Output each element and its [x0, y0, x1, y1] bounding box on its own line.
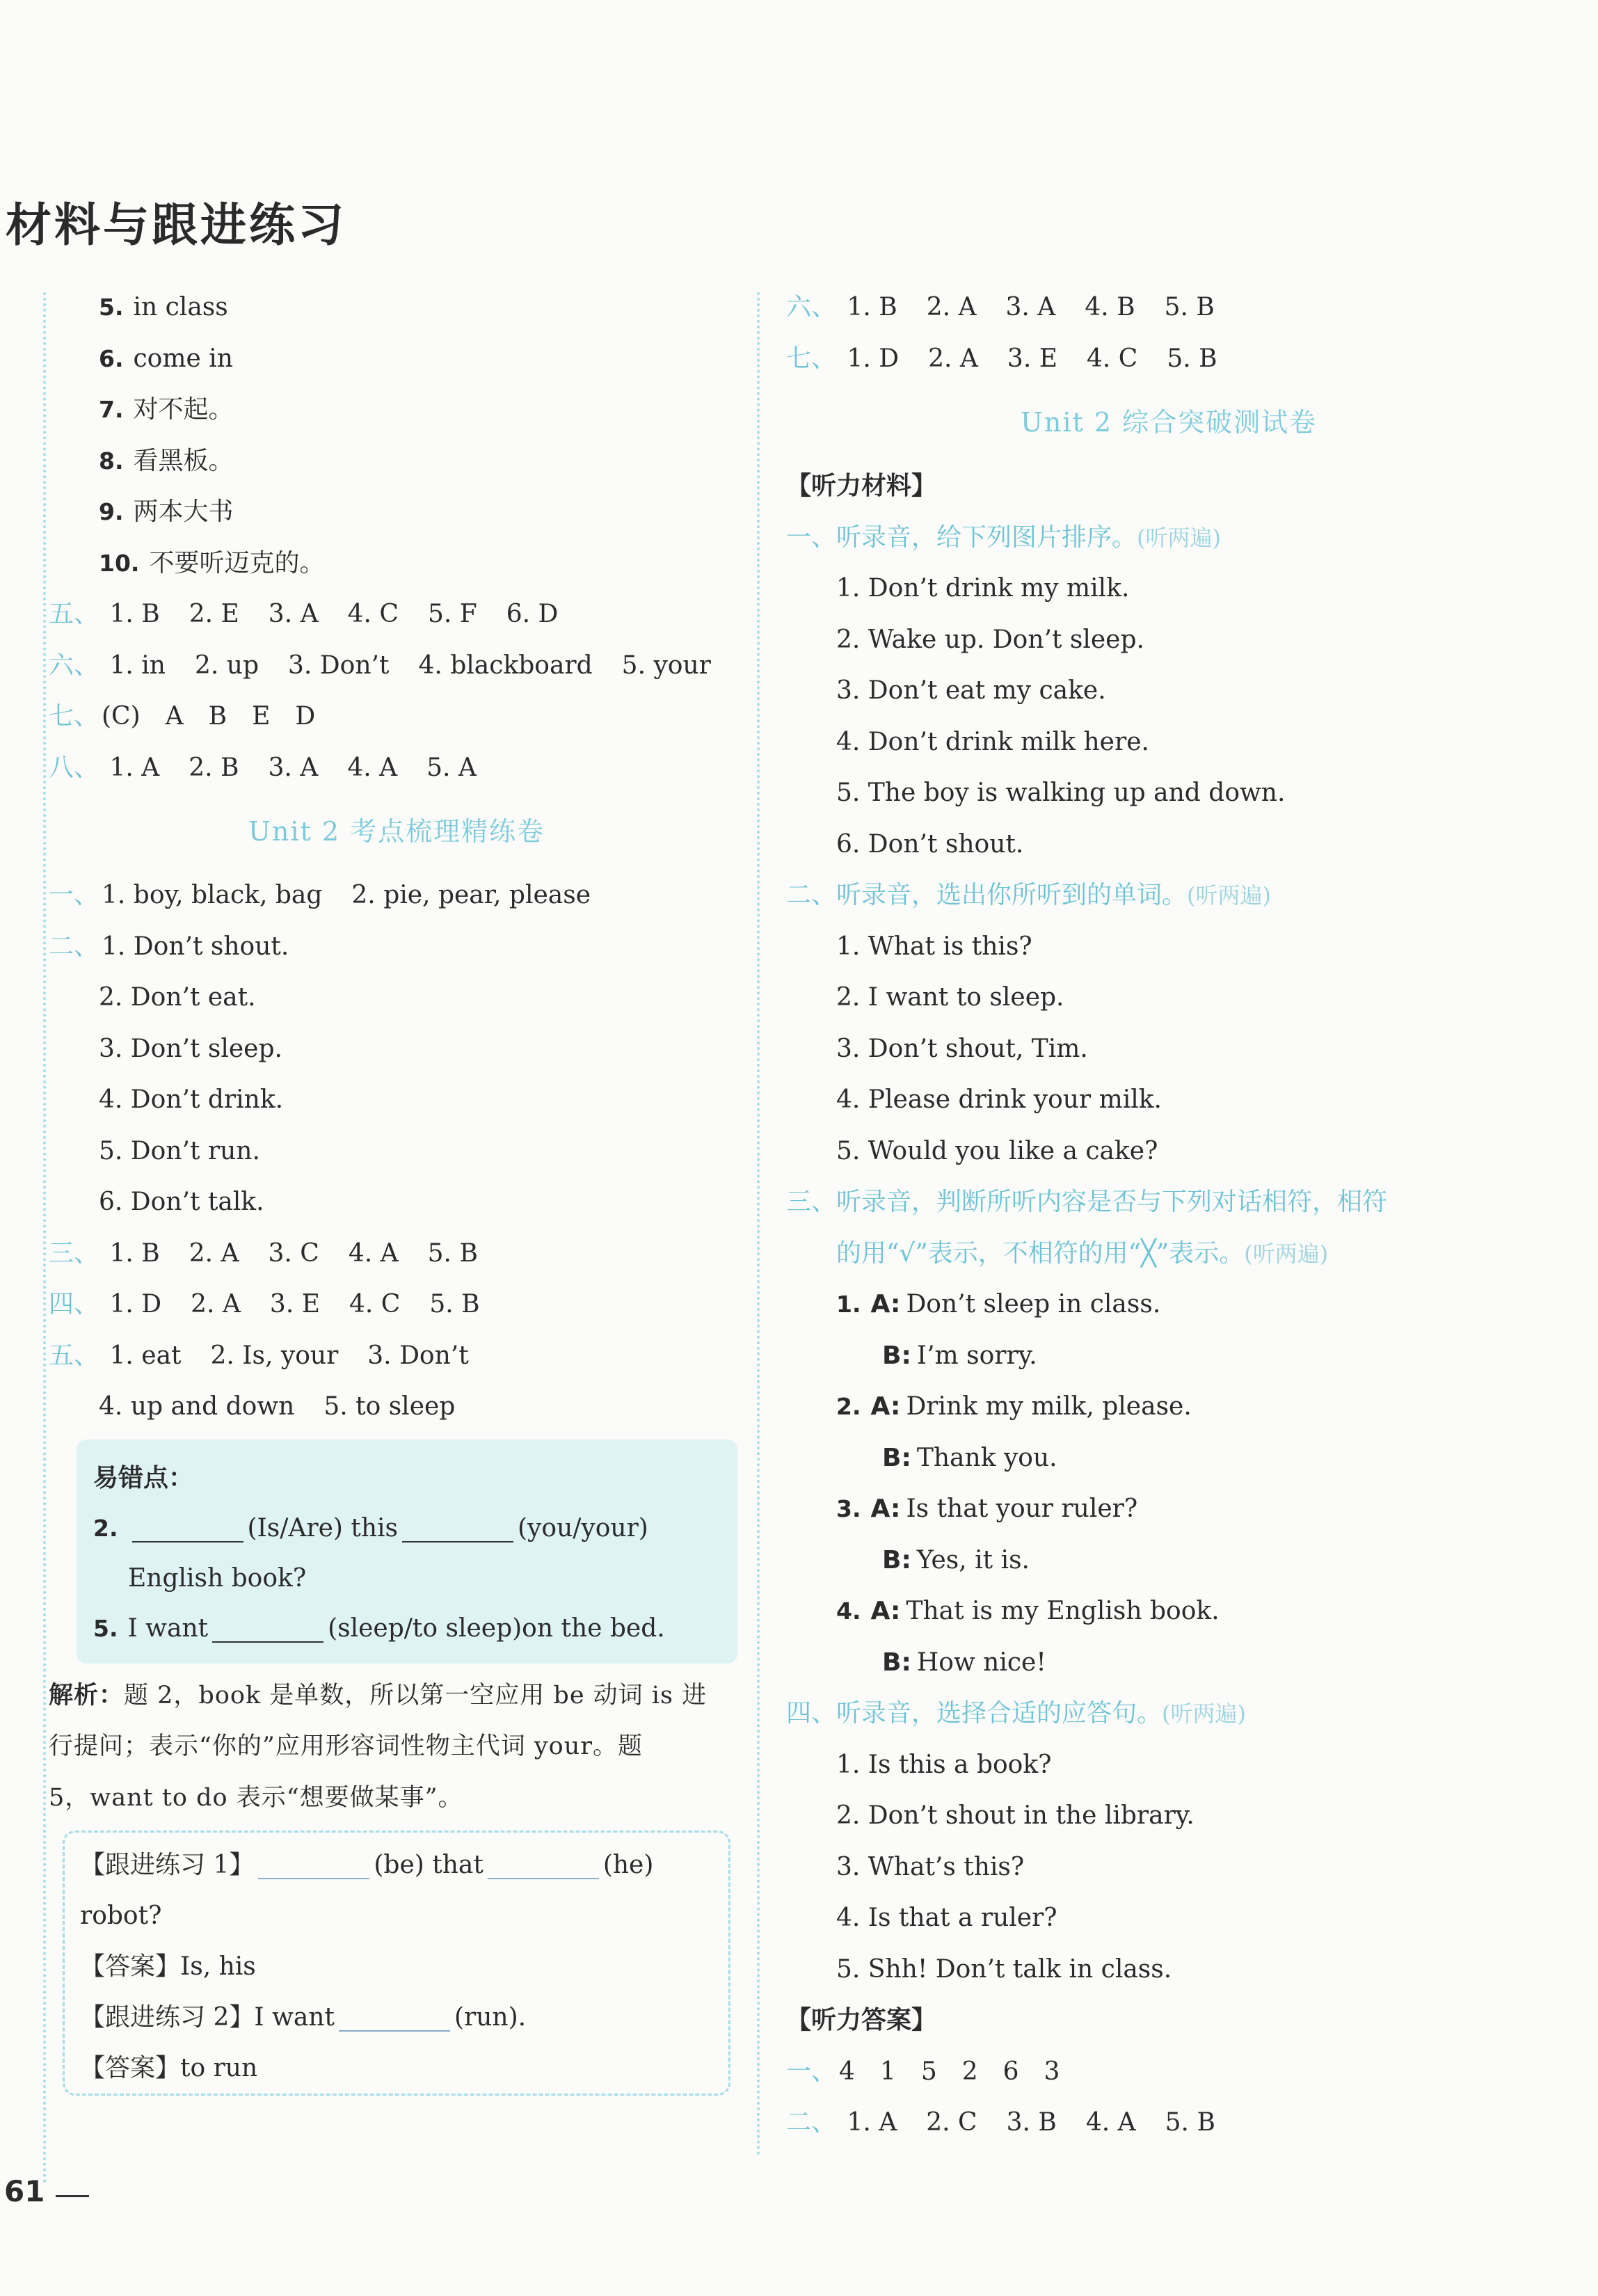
dialog-line: 4. A: That is my English book. — [836, 1597, 1220, 1625]
left-column-divider — [43, 292, 46, 2185]
script-line: 4. Please drink your milk. — [836, 1085, 1162, 1114]
answer-line: 4. Don’t drink. — [99, 1085, 284, 1114]
unit-section-1: 一、 1. boy, black, bag 2. pie, pear, please — [49, 881, 591, 909]
script-line: 5. Would you like a cake? — [836, 1136, 1158, 1165]
section-5-answers: 五、 1. B 2. E 3. A 4. C 5. F 6. D — [49, 600, 559, 628]
right-column — [786, 282, 1551, 2148]
listening-question-3-cont: 的用“√”表示，不相符的用“╳”表示。(听两遍) — [836, 1238, 1329, 1268]
script-line: 6. Don’t shout. — [836, 829, 1024, 859]
error-box-title: 易错点： — [93, 1463, 194, 1492]
unit-section-3: 三、 1. B 2. A 3. C 4. A 5. B — [49, 1238, 478, 1268]
script-line: 1. Is this a book? — [836, 1750, 1052, 1779]
section-6-answers: 六、 1. in 2. up 3. Don’t 4. blackboard 5. your — [49, 651, 711, 680]
analysis-line: 5，want to do 表示“想要做某事”。 — [49, 1783, 463, 1812]
error-prone-box — [77, 1440, 737, 1664]
listening-answer-2: 二、 1. A 2. C 3. B 4. A 5. B — [786, 2108, 1215, 2137]
answer-line: 6. come in — [99, 344, 233, 373]
listening-question-3: 三、听录音，判断所听内容是否与下列对话相符，相符 — [786, 1188, 1388, 1216]
follow-up-1-cont: robot? — [80, 1902, 162, 1930]
blank-line — [488, 1854, 599, 1879]
page-header-title: 材料与跟进练习 — [6, 198, 346, 252]
answer-line: 6. Don’t talk. — [99, 1188, 264, 1216]
unit-section-5: 五、 1. eat 2. Is, your 3. Don’t — [49, 1341, 469, 1370]
answer-line: 2. Don’t eat. — [99, 983, 256, 1012]
script-line: 5. Shh! Don’t talk in class. — [836, 1954, 1172, 1984]
script-line: 3. Don’t shout, Tim. — [836, 1034, 1088, 1063]
script-line: 2. Wake up. Don’t sleep. — [836, 625, 1144, 654]
unit-section-2: 二、 1. Don’t shout. — [49, 932, 289, 961]
section-6-answers: 六、 1. B 2. A 3. A 4. B 5. B — [786, 293, 1215, 321]
script-line: 4. Is that a ruler? — [836, 1904, 1057, 1932]
section-7-answers: 七、 (C) A B E D — [49, 702, 316, 731]
script-line: 4. Don’t drink milk here. — [836, 727, 1149, 756]
answer-line: 5. Don’t run. — [99, 1136, 260, 1165]
error-item: 5. I want (sleep/to sleep)on the bed. — [93, 1613, 665, 1643]
script-line: 2. Don’t shout in the library. — [836, 1801, 1194, 1830]
answer-line: 9. 两本大书 — [99, 497, 234, 526]
section-7-answers: 七、 1. D 2. A 3. E 4. C 5. B — [786, 344, 1217, 373]
script-line: 1. Don’t drink my milk. — [836, 574, 1130, 603]
follow-up-1: 【跟进练习 1】 (be) that (he) — [80, 1851, 654, 1879]
answer-line: 5. in class — [99, 293, 228, 321]
dialog-line: B: Yes, it is. — [882, 1545, 1030, 1574]
unit-title: Unit 2 考点梳理精练卷 — [248, 816, 545, 847]
blank-line — [402, 1517, 513, 1542]
blank-line — [132, 1517, 243, 1542]
listening-answer-1: 一、 4 1 5 2 6 3 — [786, 2057, 1060, 2086]
listening-question-4: 四、听录音，选择合适的应答句。(听两遍) — [786, 1699, 1246, 1728]
blank-line — [212, 1618, 323, 1643]
listening-question-2: 二、听录音，选出你所听到的单词。(听两遍) — [786, 881, 1271, 909]
dialog-line: 1. A: Don’t sleep in class. — [836, 1290, 1161, 1318]
analysis — [49, 1671, 744, 1824]
answer-line: 8. 看黑板。 — [99, 446, 234, 475]
error-item: 2. (Is/Are) this (you/your) — [93, 1513, 648, 1542]
dialog-line: 3. A: Is that your ruler? — [836, 1494, 1138, 1523]
blank-line — [339, 2007, 450, 2032]
listening-answer-title: 【听力答案】 — [786, 2005, 937, 2034]
script-line: 1. What is this? — [836, 932, 1032, 961]
answer-line: 7. 对不起。 — [99, 395, 234, 424]
left-column — [49, 282, 744, 2096]
script-line: 2. I want to sleep. — [836, 983, 1064, 1012]
blank-line — [258, 1854, 369, 1879]
page-number-dash — [56, 2195, 89, 2197]
follow-up-practice-box — [63, 1831, 730, 2096]
dialog-line: 2. A: Drink my milk, please. — [836, 1392, 1192, 1421]
listening-material-title: 【听力材料】 — [786, 471, 937, 500]
page-number: 61 — [4, 2174, 45, 2208]
dialog-line: B: How nice! — [882, 1648, 1046, 1677]
section-8-answers: 八、 1. A 2. B 3. A 4. A 5. A — [49, 753, 477, 782]
answer-line: 3. Don’t sleep. — [99, 1034, 282, 1063]
analysis-line: 行提问；表示“你的”应用形容词性物主代词 your。题 — [49, 1732, 644, 1760]
unit-title: Unit 2 综合突破测试卷 — [1020, 407, 1318, 438]
follow-up-2: 【跟进练习 2】I want (run). — [80, 2003, 527, 2032]
unit-section-4: 四、 1. D 2. A 3. E 4. C 5. B — [49, 1290, 480, 1318]
listening-question-1: 一、听录音，给下列图片排序。(听两遍) — [786, 523, 1221, 552]
script-line: 3. Don’t eat my cake. — [836, 676, 1106, 705]
dialog-line: B: I’m sorry. — [882, 1341, 1037, 1370]
error-item-cont: English book? — [128, 1563, 307, 1593]
answer-line: 4. up and down 5. to sleep — [99, 1392, 456, 1421]
follow-up-1-answer: 【答案】Is, his — [80, 1952, 256, 1981]
answer-line: 10. 不要听迈克的。 — [99, 548, 325, 577]
follow-up-2-answer: 【答案】to run — [80, 2054, 258, 2082]
dialog-line: B: Thank you. — [882, 1443, 1057, 1472]
script-line: 3. What’s this? — [836, 1852, 1025, 1881]
right-column-divider — [757, 292, 760, 2157]
script-line: 5. The boy is walking up and down. — [836, 779, 1286, 807]
analysis-line: 解析：题 2，book 是单数，所以第一空应用 be 动词 is 进 — [49, 1681, 708, 1709]
